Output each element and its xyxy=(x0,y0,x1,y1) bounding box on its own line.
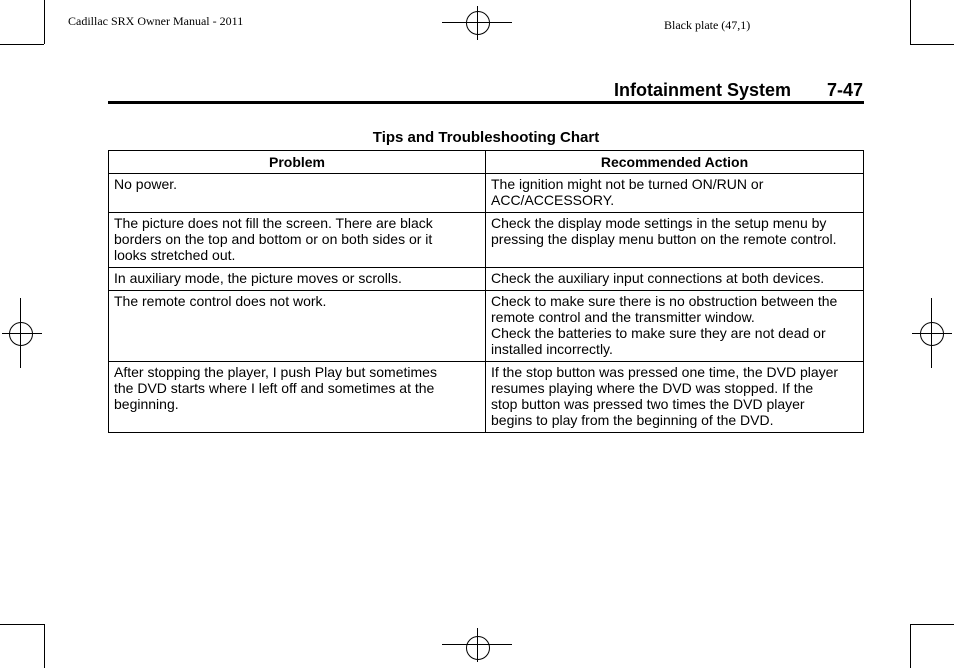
page-number: 7-47 xyxy=(827,80,864,100)
header-rule xyxy=(108,101,864,104)
registration-circle-icon xyxy=(9,322,33,346)
registration-circle-icon xyxy=(920,322,944,346)
crop-mark xyxy=(0,624,44,625)
cell-text-line: installed incorrectly. xyxy=(491,341,613,357)
problem-cell xyxy=(109,291,486,362)
table-row xyxy=(109,174,864,213)
problem-cell xyxy=(109,362,486,433)
cell-text-line: In auxiliary mode, the picture moves or scrolls. xyxy=(114,270,402,286)
crop-mark xyxy=(910,44,954,45)
cell-text-line: beginning. xyxy=(114,396,179,412)
action-cell xyxy=(486,362,864,433)
registration-circle-icon xyxy=(466,11,490,35)
problem-cell xyxy=(109,213,486,268)
action-cell xyxy=(486,213,864,268)
cell-text-line: borders on the top and bottom or on both sides or it xyxy=(114,231,433,247)
cell-text-line: After stopping the player, I push Play but sometimes xyxy=(114,364,437,380)
chart-title: Tips and Troubleshooting Chart xyxy=(372,129,600,146)
cell-text-line: Check the auxiliary input connections at both devices. xyxy=(491,270,825,286)
cell-text-line: resumes playing where the DVD was stopped. If the xyxy=(491,380,814,396)
cell-text-line: Check to make sure there is no obstruction between the xyxy=(491,293,838,309)
troubleshooting-table xyxy=(108,150,864,433)
cell-text-line: The ignition might not be turned ON/RUN or xyxy=(491,176,764,192)
crop-mark xyxy=(910,624,954,625)
crop-mark xyxy=(44,624,45,668)
table-row xyxy=(109,213,864,268)
cell-text-line: ACC/ACCESSORY. xyxy=(491,192,615,208)
crop-mark xyxy=(910,0,911,44)
registration-circle-icon xyxy=(466,636,490,660)
cell-text-line: The picture does not fill the screen. There are black xyxy=(114,215,433,231)
cell-text-line: Check the batteries to make sure they are not dead or xyxy=(491,325,826,341)
table-row xyxy=(109,362,864,433)
cell-text-line: begins to play from the beginning of the DVD. xyxy=(491,412,774,428)
running-header-left: Cadillac SRX Owner Manual - 2011 xyxy=(68,14,244,28)
action-cell xyxy=(486,291,864,362)
crop-mark xyxy=(910,624,911,668)
action-cell xyxy=(486,268,864,291)
action-cell xyxy=(486,174,864,213)
cell-text-line: the DVD starts where I left off and sometimes at the xyxy=(114,380,435,396)
problem-cell xyxy=(109,174,486,213)
column-header-action: Recommended Action xyxy=(486,151,864,174)
table-row xyxy=(109,291,864,362)
cell-text-line: If the stop button was pressed one time, the DVD player xyxy=(491,364,839,380)
cell-text-line: remote control and the transmitter window. xyxy=(491,309,755,325)
cell-text-line: No power. xyxy=(114,176,178,192)
problem-cell xyxy=(109,268,486,291)
table-row xyxy=(109,268,864,291)
table-header-row xyxy=(109,151,864,174)
column-header-problem: Problem xyxy=(109,151,486,174)
running-header-right: Black plate (47,1) xyxy=(664,18,751,32)
section-title: Infotainment System xyxy=(614,80,792,100)
cell-text-line: looks stretched out. xyxy=(114,247,236,263)
cell-text-line: pressing the display menu button on the remote control. xyxy=(491,231,837,247)
cell-text-line: The remote control does not work. xyxy=(114,293,327,309)
crop-mark xyxy=(44,0,45,44)
crop-mark xyxy=(0,44,44,45)
cell-text-line: stop button was pressed two times the DVD player xyxy=(491,396,805,412)
cell-text-line: Check the display mode settings in the setup menu by xyxy=(491,215,827,231)
